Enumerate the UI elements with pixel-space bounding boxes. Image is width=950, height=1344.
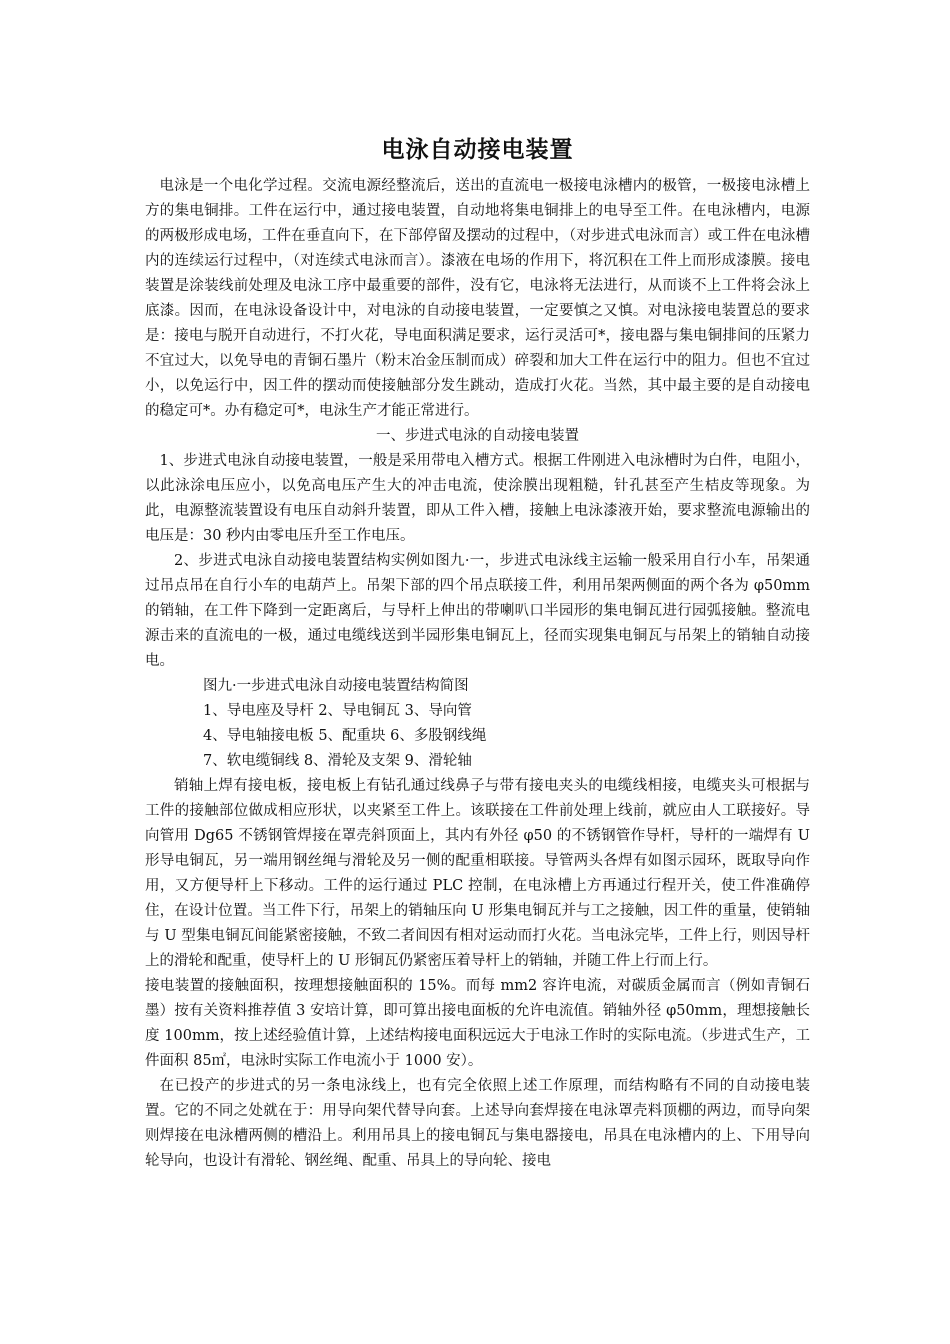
figure-legend-line: 7、软电缆铜线 8、滑轮及支架 9、滑轮轴: [203, 753, 472, 769]
intro-paragraph: 电泳是一个电化学过程。交流电源经整流后，送出的直流电一极接电泳槽内的极管，一极接电泳槽上方的集电铜排。工件在运行中，通过接电装置，自动地将集电铜排上的电导至工件。在电泳槽内，电源的两极形成电场，工件在垂直向下，在下部停留及摆动的过程中，（对步进式电泳而言）或工件在电泳槽内的连续运行过程中，（对连续式电泳而言）。漆液在电场的作用下，将沉积在工件上而形成漆膜。接电装置是涂装线前处理及电泳工序中最重要的部件，没有它，电泳将无法进行，从而谈不上工件将会泳上底漆。因而，在电泳设备设计中，对电泳的自动接电装置，一定要慎之又慎。对电泳接电装置总的要求是：接电与脱开自动进行，不打火花，导电面积满足要求，运行灵活可*，接电器与集电铜排间的压紧力不宜过大，以免导电的青铜石墨片（粉末冶金压制而成）碎裂和加大工件在运行中的阻力。但也不宜过小，以免运行中，因工件的摆动而使接触部分发生跳动，造成打火花。当然，其中最主要的是自动接电的稳定可*。办有稳定可*，电泳生产才能正常进行。: [145, 178, 810, 419]
paragraph-structure: 销轴上焊有接电板，接电板上有钻孔通过线鼻子与带有接电夹头的电缆线相接，电缆夹头可根据与工件的接触部位做成相应形状，以夹紧至工件上。该联接在工件前处理上线前，就应由人工联接好。导向管用 Dg65 不锈钢管焊接在罩壳斜顶面上，其内有外径 φ50 的不锈钢管作导杆，导杆的一端焊有 U 形导电铜瓦，另一端用钢丝绳与滑轮及另一侧的配重相联接。导管两头各焊有如图示园环，既取导向作用，又方便导杆上下移动。工件的运行通过 PLC 控制，在电泳槽上方再通过行程开关，使工件准确停住，在设计位置。当工件下行，吊架上的销轴压向 U 形集电铜瓦并与工之接触，因工件的重量，使销轴与 U 型集电铜瓦间能紧密接触，不致二者间因有相对运动而打火花。当电泳完毕，工件上行，则因导杆上的滑轮和配重，使导杆上的 U 形铜瓦仍紧密压着导杆上的销轴，并随工件上行而上行。: [145, 778, 810, 969]
figure-legend-line: 4、导电轴接电板 5、配重块 6、多股钢线绳: [203, 728, 487, 744]
paragraph-step2: 2、步进式电泳自动接电装置结构实例如图九·一，步进式电泳线主运输一般采用自行小车，吊架通过吊点吊在自行小车的电葫芦上。吊架下部的四个吊点联接工件，利用吊架两侧面的两个各为 φ50mm 的销轴，在工件下降到一定距离后，与导杆上伸出的带喇叭口半园形的集电铜瓦进行园弧接触。整流电源击来的直流电的一极，通过电缆线送到半园形集电铜瓦上，径而实现集电铜瓦与吊架上的销轴自动接电。: [145, 553, 810, 669]
figure-legend-line: 1、导电座及导杆 2、导电铜瓦 3、导向管: [203, 703, 472, 719]
figure-caption: 图九·一步进式电泳自动接电装置结构简图: [203, 678, 469, 694]
document-page: [145, 130, 810, 1174]
paragraph-step1: 1、步进式电泳自动接电装置，一般是采用带电入槽方式。根据工件刚进入电泳槽时为白件，电阻小，以此泳涂电压应小，以免高电压产生大的冲击电流，使涂膜出现粗糙，针孔甚至产生桔皮等现象。为此，电源整流装置设有电压自动斜升装置，即从工件入槽，接触上电泳漆液开始，要求整流电源输出的电压是：30 秒内由零电压升至工作电压。: [145, 453, 810, 544]
paragraph-alternative: 在已投产的步进式的另一条电泳线上，也有完全依照上述工作原理，而结构略有不同的自动接电装置。它的不同之处就在于：用导向架代替导向套。上述导向套焊接在电泳罩壳料顶棚的两边，而导向架则焊接在电泳槽两侧的槽沿上。利用吊具上的接电铜瓦与集电器接电，吊具在电泳槽内的上、下用导向轮导向，也设计有滑轮、钢丝绳、配重、吊具上的导向轮、接电: [145, 1078, 810, 1169]
document-title: 电泳自动接电装置: [381, 137, 574, 163]
paragraph-contact-area: 接电装置的接触面积，按理想接触面积的 15%。而每 mm2 容许电流，对碳质金属而言（例如青铜石墨）按有关资料推荐值 3 安培计算，即可算出接电面板的允许电流值。销轴外径 φ50mm，理想接触长度 100mm，按上述经验值计算，上述结构接电面积远远大于电泳工作时的实际电流。（步进式生产，工件面积 85㎡，电泳时实际工作电流小于 1000 安）。: [145, 978, 810, 1069]
section-heading: 一、步进式电泳的自动接电装置: [376, 428, 579, 444]
